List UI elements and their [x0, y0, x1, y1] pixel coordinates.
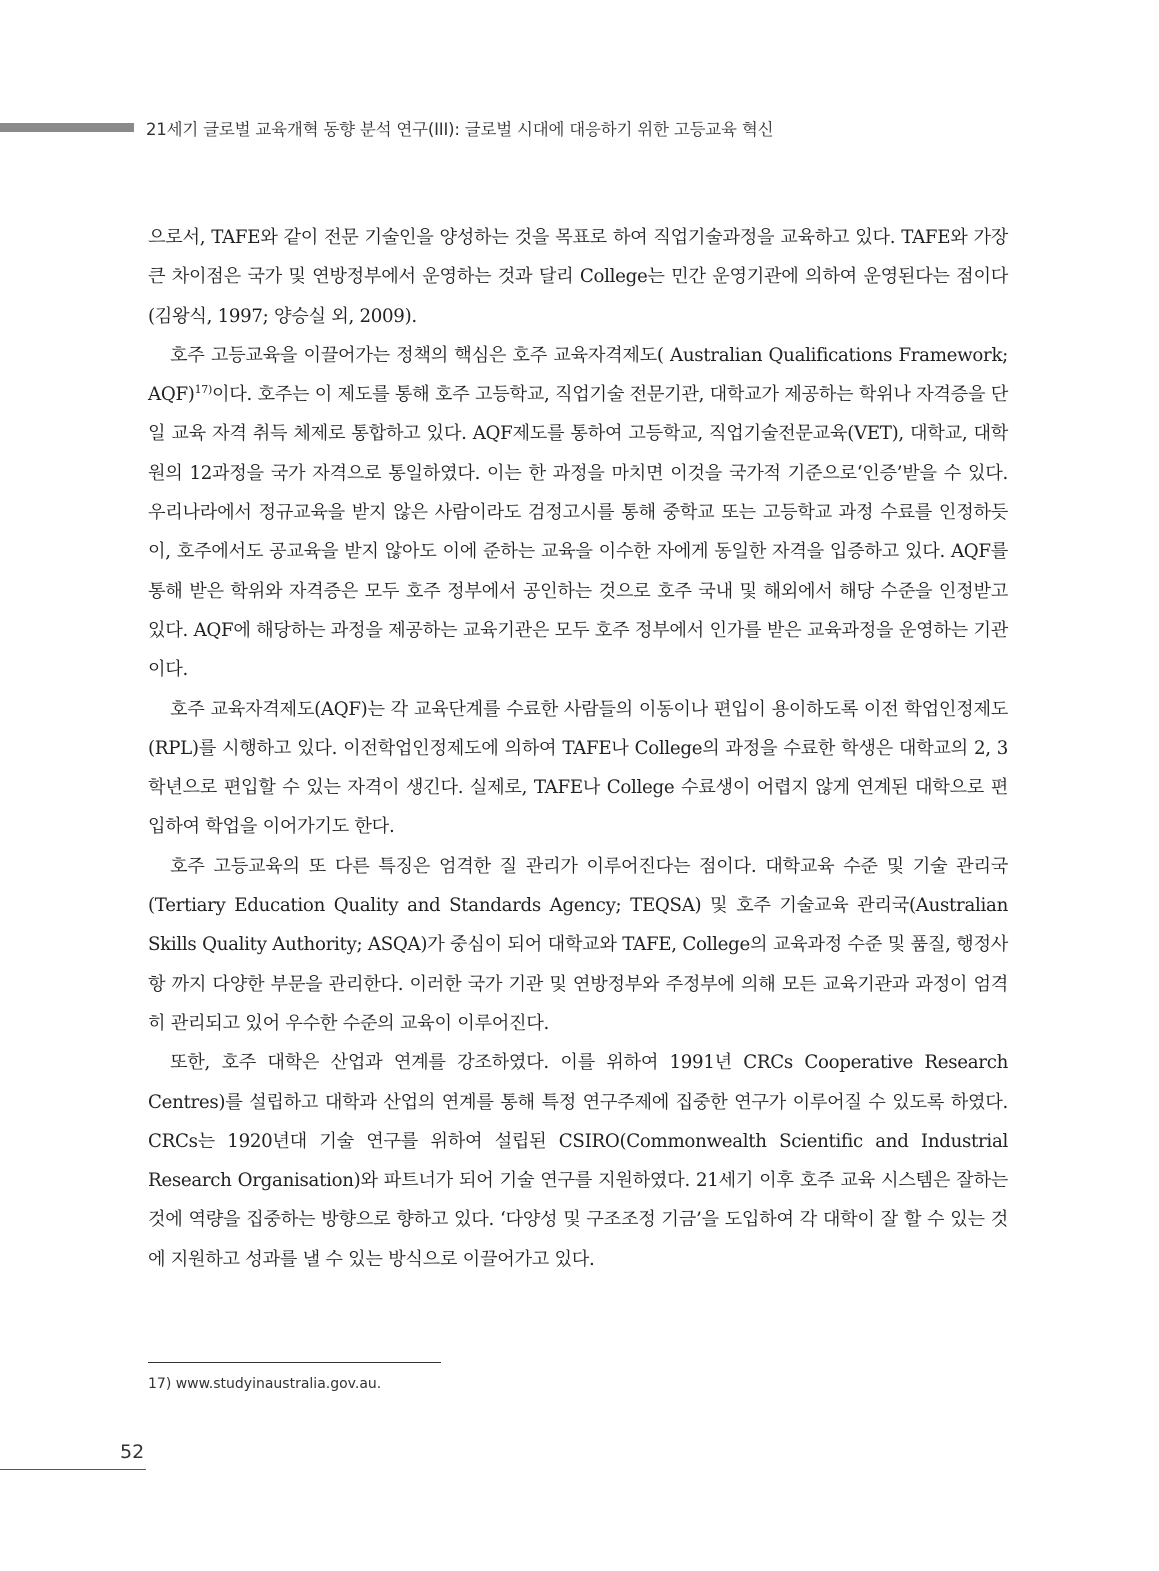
paragraph-2 — [148, 336, 1008, 690]
paragraph-5: 또한, 호주 대학은 산업과 연계를 강조하였다. 이를 위하여 1991년 CRCs Cooperative Research Centres)를 설립하고 대학과 산업의 연계를 통해 특정 연구주제에 집중한 연구가 이루어질 수 있도록 하였다. CRCs는 1920년대 기술 연구를 위하여 설립된 CSIRO(Commonwealth Scientific and Industrial Research Organisation)와 파트너가 되어 기술 연구를 지원하였다. 21세기 이후 호주 교육 시스템은 잘하는 것에 역량을 집중하는 방향으로 향하고 있다. ‘다양성 및 구조조정 기금’을 도입하여 각 대학이 잘 할 수 있는 것에 지원하고 성과를 낼 수 있는 방식으로 이끌어가고 있다. — [148, 1052, 1008, 1270]
page-number-rule — [0, 1469, 146, 1470]
header-bar — [0, 123, 134, 132]
paragraph-2-part-2: 이다. 호주는 이 제도를 통해 호주 고등학교, 직업기술 전문기관, 대학교가 제공하는 학위나 자격증을 단일 교육 자격 취득 체제로 통합하고 있다. AQF제도를 통하여 고등학교, 직업기술전문교육(VET), 대학교, 대학원의 12과정을 국가 자격으로 통일하였다. 이는 한 과정을 마치면 이것을 국가적 기준으로‘인증’받을 수 있다. 우리나라에서 정규교육을 받지 않은 사람이라도 검정고시를 통해 중학교 또는 고등학교 과정 수료를 인정하듯이, 호주에서도 공교육을 받지 않아도 이에 준하는 교육을 이수한 자에게 동일한 자격을 입증하고 있다. AQF를 통해 받은 학위와 자격증은 모두 호주 정부에서 공인하는 것으로 호주 국내 및 해외에서 해당 수준을 인정받고 있다. AQF에 해당하는 과정을 제공하는 교육기관은 모두 호주 정부에서 인가를 받은 교육과정을 운영하는 기관이다. — [148, 384, 1008, 681]
page-number: 52 — [120, 1441, 145, 1463]
paragraph-3: 호주 교육자격제도(AQF)는 각 교육단계를 수료한 사람들의 이동이나 편입이 용이하도록 이전 학업인정제도(RPL)를 시행하고 있다. 이전학업인정제도에 의하여 TAFE나 College의 과정을 수료한 학생은 대학교의 2, 3학년으로 편입할 수 있는 자격이 생긴다. 실제로, TAFE나 College 수료생이 어렵지 않게 연계된 대학으로 편입하여 학업을 이어가기도 한다. — [148, 698, 1008, 838]
running-header: 21세기 글로벌 교육개혁 동향 분석 연구(III): 글로벌 시대에 대응하기 위한 고등교육 혁신 — [146, 120, 774, 139]
footnote-divider — [148, 1362, 441, 1363]
paragraph-4: 호주 고등교육의 또 다른 특징은 엄격한 질 관리가 이루어진다는 점이다. 대학교육 수준 및 기술 관리국(Tertiary Education Quality and Standards Agency; TEQSA) 및 호주 기술교육 관리국(Australian Skills Quality Authority; ASQA)가 중심이 되어 대학교와 TAFE, College의 교육과정 수준 및 품질, 행정사항 까지 다양한 부문을 관리한다. 이러한 국가 기관 및 연방정부와 주정부에 의해 모든 교육기관과 과정이 엄격히 관리되고 있어 우수한 수준의 교육이 이루어진다. — [148, 855, 1008, 1034]
footnote-link[interactable]: www.studyinaustralia.gov.au. — [175, 1376, 382, 1392]
paragraph-1: 으로서, TAFE와 같이 전문 기술인을 양성하는 것을 목표로 하여 직업기술과정을 교육하고 있다. TAFE와 가장 큰 차이점은 국가 및 연방정부에서 운영하는 것과 달리 College는 민간 운영기관에 의하여 운영된다는 점이다(김왕식, 1997; 양승실 외, 2009). — [148, 227, 1008, 327]
footnote-ref[interactable]: 17) — [194, 383, 212, 397]
paragraph-2-part-1: 호주 고등교육을 이끌어가는 정책의 핵심은 호주 교육자격제도( Australian Qualifications Framework; AQF) — [148, 344, 1008, 406]
body-text — [148, 218, 1008, 1279]
footnote — [148, 1376, 381, 1392]
footnote-marker: 17) — [148, 1376, 172, 1392]
